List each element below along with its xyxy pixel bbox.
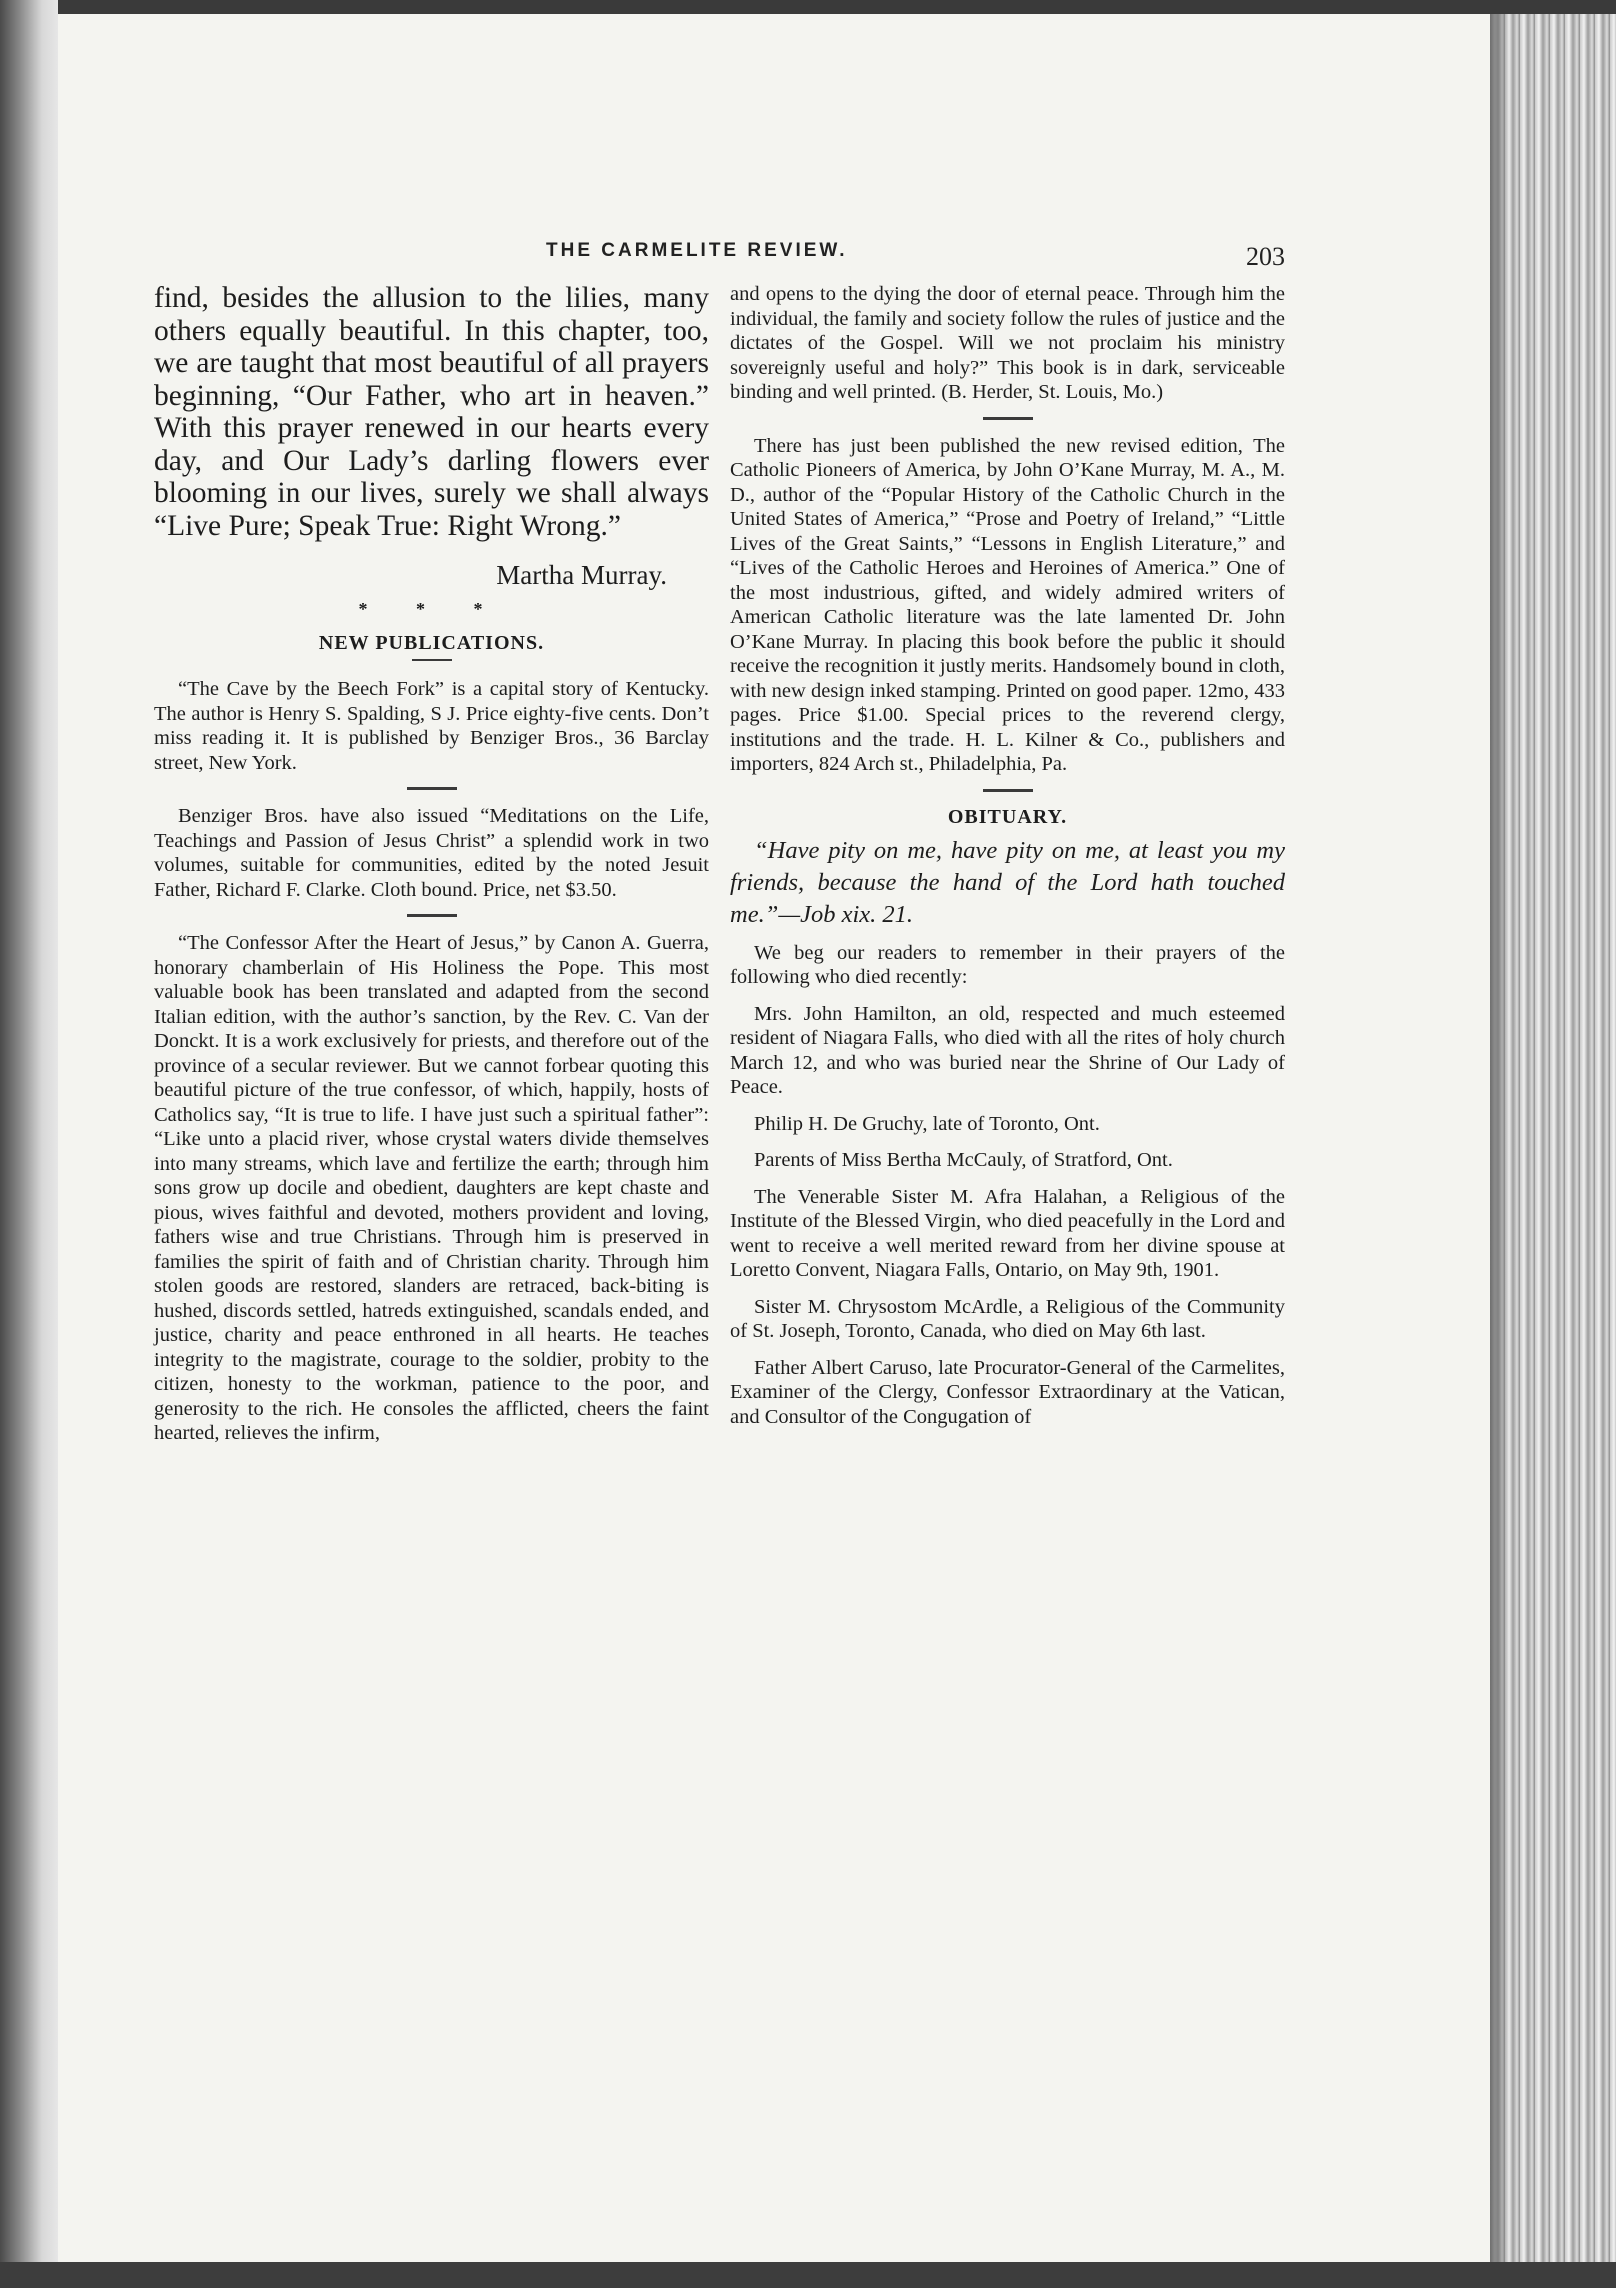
obituary-entry: Parents of Miss Bertha McCauly, of Stratford, Ont.	[754, 1149, 1173, 1171]
scan-bottom-edge	[0, 2262, 1616, 2288]
review-confessor-continued: and opens to the dying the door of eternal peace. Through him the individual, the family and society follow the rules of justice and the dictates of the Gospel. Will we not proclaim his ministry sovereignly useful and holy?” This book is in dark, serviceable binding and well printed. (B. Herder, St. Louis, Mo.)	[730, 283, 1285, 403]
section-ornament: * * *	[358, 599, 505, 619]
section-rule	[407, 787, 457, 790]
review-meditations: Benziger Bros. have also issued “Meditations on the Life, Teachings and Passion of Jesus Christ” a splendid work in two volumes, suitable for communities, edited by the noted Jesuit Father, Richard F. Clarke. Cloth bound. Price, net $3.50.	[154, 805, 709, 901]
obituary-intro: We beg our readers to remember in their prayers of the following who died recently:	[730, 941, 1285, 988]
obituary-entry: Sister M. Chrysostom McArdle, a Religious of the Community of St. Joseph, Toronto, Canada, who died on May 6th last.	[730, 1295, 1285, 1342]
review-confessor: “The Confessor After the Heart of Jesus,” by Canon A. Guerra, honorary chamberlain of His Holiness the Pope. This most valuable book has been translated and adapted from the second Italian edition, with the author’s sanction, by the Rev. C. Van der Donckt. It is a work exclusively for priests, and therefore out of the province of a secular reviewer. But we cannot forbear quoting this beautiful picture of the true confessor, of which, happily, hosts of Catholics say, “It is true to life. I have just such a spiritual father”: “Like unto a placid river, whose crystal waters divide themselves into many streams, which lave and fertilize the earth; through him sons grow up docile and obedient, daughters are kept chaste and pious, wives faithful and devoted, mothers provident and loving, fathers wise and true Christians. Through him is preserved in families the spirit of faith and of Christian charity. Through him stolen goods are restored, slanders are retraced, back-biting is hushed, discords settled, hatreds extinguished, scandals ended, and justice, charity and peace enthroned in all hearts. He teaches integrity to the magistrate, courage to the soldier, probity to the citizen, honesty to the workman, patience to the poor, and generosity to the rich. He consoles the afflicted, cheers the faint hearted, relieves the infirm,	[154, 932, 709, 1444]
author-signature: Martha Murray.	[496, 560, 667, 590]
obituary-entry: The Venerable Sister M. Afra Halahan, a Religious of the Institute of the Blessed Virgin, who died peacefully in the Lord and went to receive a well merited reward from her divine spouse at Loretto Convent, Niagara Falls, Ontario, on May 9th, 1901.	[730, 1185, 1285, 1281]
obituary-entry: Mrs. John Hamilton, an old, respected and much esteemed resident of Niagara Falls, who died with all the rites of holy church March 12, and who was buried near the Shrine of Our Lady of Peace.	[730, 1002, 1285, 1098]
running-head: THE CARMELITE REVIEW.	[546, 240, 848, 261]
book-gutter-shadow	[0, 0, 58, 2288]
scan-top-edge	[0, 0, 1616, 14]
obituary-heading: OBITUARY.	[947, 805, 1068, 828]
left-column	[154, 282, 709, 1446]
essay-ending: find, besides the allusion to the lilies, many others equally beautiful. In this chapter, too, we are taught that most beautiful of all prayers beginning, “Our Father, who art in heaven.” With this prayer renewed in our hearts every day, and Our Lady’s darling flowers ever blooming in our lives, surely we shall always “Live Pure; Speak True: Right Wrong.”	[154, 282, 709, 542]
review-cave-beech-fork: “The Cave by the Beech Fork” is a capital story of Kentucky. The author is Henry S. Spalding, S J. Price eighty-five cents. Don’t miss reading it. It is published by Benziger Bros., 36 Barclay street, New York.	[154, 678, 709, 774]
section-rule	[983, 789, 1033, 792]
obituary-entry: Father Albert Caruso, late Procurator-General of the Carmelites, Examiner of the Clergy, Confessor Extraordinary at the Vatican, and Consultor of the Congugation of	[730, 1356, 1285, 1428]
page-number: 203	[1246, 242, 1285, 271]
review-catholic-pioneers: There has just been published the new revised edition, The Catholic Pioneers of America, by John O’Kane Murray, M. A., M. D., author of the “Popular History of the Catholic Church in the United States of America,” “Prose and Poetry of Ireland,” “Little Lives of the Great Saints,” “Lessons in English Literature,” and “Lives of the Catholic Heroes and Heroines of America.” One of the most industrious, gifted, and widely admired writers of American Catholic literature was the late lamented Dr. John O’Kane Murray. In placing this book before the public it should receive the recognition it justly merits. Handsomely bound in cloth, with new design inked stamping. Printed on good paper. 12mo, 433 pages. Price $1.00. Special prices to the reverend clergy, institutions and the trade. H. L. Kilner & Co., publishers and importers, 824 Arch st., Philadelphia, Pa.	[730, 434, 1285, 775]
right-column	[730, 282, 1285, 1429]
obituary-epigraph: “Have pity on me, have pity on me, at least you my friends, because the hand of the Lord hath touched me.”—Job xix. 21.	[730, 836, 1285, 928]
section-rule	[983, 417, 1033, 420]
new-publications-heading: NEW PUBLICATIONS.	[318, 632, 545, 654]
obituary-entry: Philip H. De Gruchy, late of Toronto, Ont.	[754, 1112, 1100, 1135]
book-edge-shadow	[1490, 14, 1510, 2262]
section-rule	[407, 914, 457, 917]
heading-rule	[412, 659, 452, 661]
